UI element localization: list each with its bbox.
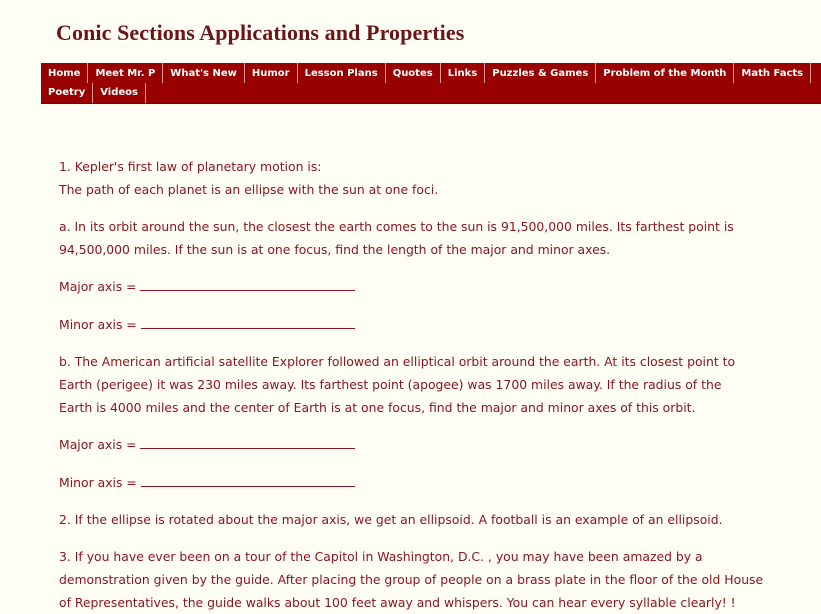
major-axis-answer-blank: [140, 279, 355, 291]
question-2-line-1: 2. If the ellipse is rotated about the major axis, we get an ellipsoid. A football is an example of an ellipsoid.: [59, 512, 723, 527]
question-2: [59, 508, 819, 531]
question-1: [59, 155, 819, 201]
spacer: [59, 494, 819, 508]
spacer: [59, 419, 819, 433]
major-axis-label: Major axis =: [59, 279, 137, 294]
page-title: Conic Sections Applications and Properties: [56, 20, 465, 45]
nav-item-quotes[interactable]: Quotes: [386, 63, 441, 83]
spacer: [59, 531, 819, 545]
main-content: [59, 155, 819, 614]
major-axis-label: Major axis =: [59, 437, 137, 452]
spacer: [59, 201, 819, 215]
nav-item-humor[interactable]: Humor: [245, 63, 298, 83]
question-1b-line-3: Earth is 4000 miles and the center of Earth is at one focus, find the major and minor axes of this orbit.: [59, 400, 696, 415]
question-1a-line-1: a. In its orbit around the sun, the closest the earth comes to the sun is 91,500,000 miles. Its farthest point is: [59, 219, 734, 234]
question-1b-minor-axis-row: [59, 471, 819, 494]
spacer: [59, 336, 819, 350]
question-1a-minor-axis-row: [59, 313, 819, 336]
nav-item-lesson-plans[interactable]: Lesson Plans: [298, 63, 386, 83]
question-1a: [59, 215, 819, 261]
question-1-line-2: The path of each planet is an ellipse with the sun at one foci.: [59, 182, 439, 197]
question-1b-line-1: b. The American artificial satellite Explorer followed an elliptical orbit around the earth. At its closest point to: [59, 354, 736, 369]
question-1b-major-axis-row: [59, 433, 819, 456]
question-1a-line-2: 94,500,000 miles. If the sun is at one focus, find the length of the major and minor axes.: [59, 242, 611, 257]
nav-item-links[interactable]: Links: [441, 63, 486, 83]
spacer: [59, 456, 819, 471]
nav-item-home[interactable]: Home: [41, 63, 88, 83]
nav-item-math-facts[interactable]: Math Facts: [734, 63, 811, 83]
question-3-line-2: demonstration given by the guide. After placing the group of people on a brass plate in the floor of the old House: [59, 572, 764, 587]
question-3-line-1: 3. If you have ever been on a tour of the Capitol in Washington, D.C. , you may have been amazed by a: [59, 549, 703, 564]
nav-row-2: [41, 83, 146, 103]
nav-item-meet-mr-p[interactable]: Meet Mr. P: [88, 63, 163, 83]
minor-axis-answer-blank: [141, 475, 355, 487]
spacer: [59, 298, 819, 313]
question-1b: [59, 350, 819, 419]
minor-axis-label: Minor axis =: [59, 317, 137, 332]
minor-axis-answer-blank: [141, 317, 355, 329]
main-navigation: [41, 63, 821, 103]
minor-axis-label: Minor axis =: [59, 475, 137, 490]
nav-item-problem-of-the-month[interactable]: Problem of the Month: [596, 63, 734, 83]
question-3-line-3: of Representatives, the guide walks about 100 feet away and whispers. You can hear every syllable clearly! !: [59, 595, 736, 610]
nav-item-puzzles-games[interactable]: Puzzles & Games: [485, 63, 596, 83]
question-3: [59, 545, 819, 614]
question-1b-line-2: Earth (perigee) it was 230 miles away. Its farthest point (apogee) was 1700 miles away. If the radius of the: [59, 377, 722, 392]
nav-item-videos[interactable]: Videos: [93, 83, 146, 103]
question-1a-major-axis-row: [59, 275, 819, 298]
spacer: [59, 261, 819, 275]
nav-item-whats-new[interactable]: What's New: [163, 63, 245, 83]
nav-row-1: [41, 63, 811, 83]
nav-item-poetry[interactable]: Poetry: [41, 83, 93, 103]
major-axis-answer-blank: [140, 437, 355, 449]
question-1-line-1: 1. Kepler's first law of planetary motion is:: [59, 159, 322, 174]
